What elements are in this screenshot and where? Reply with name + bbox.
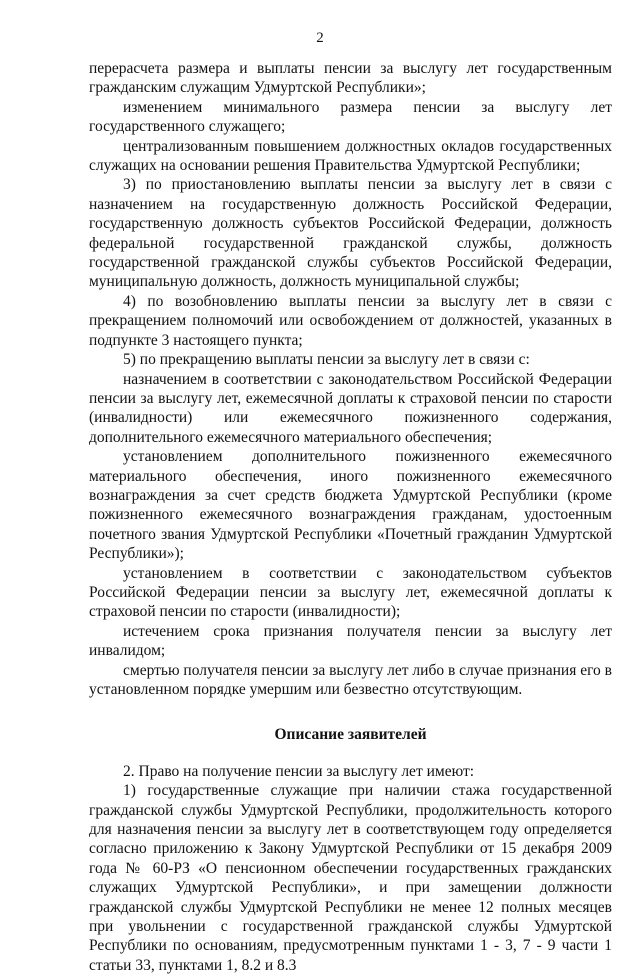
paragraph: установлением в соответствии с законодательством субъектов Российской Федерации пенсии за выслугу лет, ежемесячной доплаты к страховой пенсии по старости (инвалидности); xyxy=(89,564,612,621)
document-body xyxy=(89,59,612,975)
paragraph: централизованным повышением должностных окладов государственных служащих на основании решения Правительства Удмуртской Республики; xyxy=(89,137,612,175)
paragraph: назначением в соответствии с законодательством Российской Федерации пенсии за выслугу лет, ежемесячной доплаты к страховой пенсии по старости (инвалидности) или ежемесячного пожизненного содержания, дополнительного ежемесячного материального обеспечения; xyxy=(89,370,612,446)
paragraph: установлением дополнительного пожизненного ежемесячного материального обеспечения, иного пожизненного ежемесячного вознаграждения за счет средств бюджета Удмуртской Республики (кроме пожизненного ежемесячного вознаграждения гражданам, удостоенным почетного звания Удмуртской Республики «Почетный гражданин Удмуртской Республики»); xyxy=(89,448,612,563)
paragraph: смертью получателя пенсии за выслугу лет либо в случае признания его в установленном порядке умершим или безвестно отсутствующим. xyxy=(89,661,612,698)
page-number: 2 xyxy=(316,30,324,46)
paragraph: 2. Право на получение пенсии за выслугу лет имеют: xyxy=(123,762,475,780)
paragraph: изменением минимального размера пенсии за выслугу лет государственного служащего; xyxy=(89,98,612,136)
paragraph: 3) по приостановлению выплаты пенсии за выслугу лет в связи с назначением на государственную должность Российской Федерации, государственную должность субъектов Российской Федерации, должность федеральной государственной гражданской службы, должность государственной гражданской службы субъектов Российской Федерации, муниципальную должность, должность муниципальной службы; xyxy=(89,176,612,291)
paragraph: 1) государственные служащие при наличии стажа государственной гражданской службы Удмуртской Республики, продолжительность которого для назначения пенсии за выслугу лет в соответствующем году определяется согласно приложению к Закону Удмуртской Республики от 15 декабря 2009 года № 60-РЗ «О пенсионном обеспечении государственных гражданских служащих Удмуртской Республики», и при замещении должности гражданской службы Удмуртской Республики не менее 12 полных месяцев при увольнении с государственной гражданской службы Удмуртской Республики по основаниям, предусмотренным пунктами 1 - 3, 7 - 9 части 1 статьи 33, пунктами 1, 8.2 и 8.3 xyxy=(89,782,612,974)
paragraph: истечением срока признания получателя пенсии за выслугу лет инвалидом; xyxy=(89,622,612,660)
section-heading: Описание заявителей xyxy=(274,726,427,744)
paragraph: перерасчета размера и выплаты пенсии за выслугу лет государственным гражданским служащим Удмуртской Республики»; xyxy=(89,60,612,97)
paragraph: 5) по прекращению выплаты пенсии за выслугу лет в связи с: xyxy=(123,351,530,369)
paragraph: 4) по возобновлению выплаты пенсии за выслугу лет в связи с прекращением полномочий или освобождением от должностей, указанных в подпункте 3 настоящего пункта; xyxy=(89,292,612,349)
